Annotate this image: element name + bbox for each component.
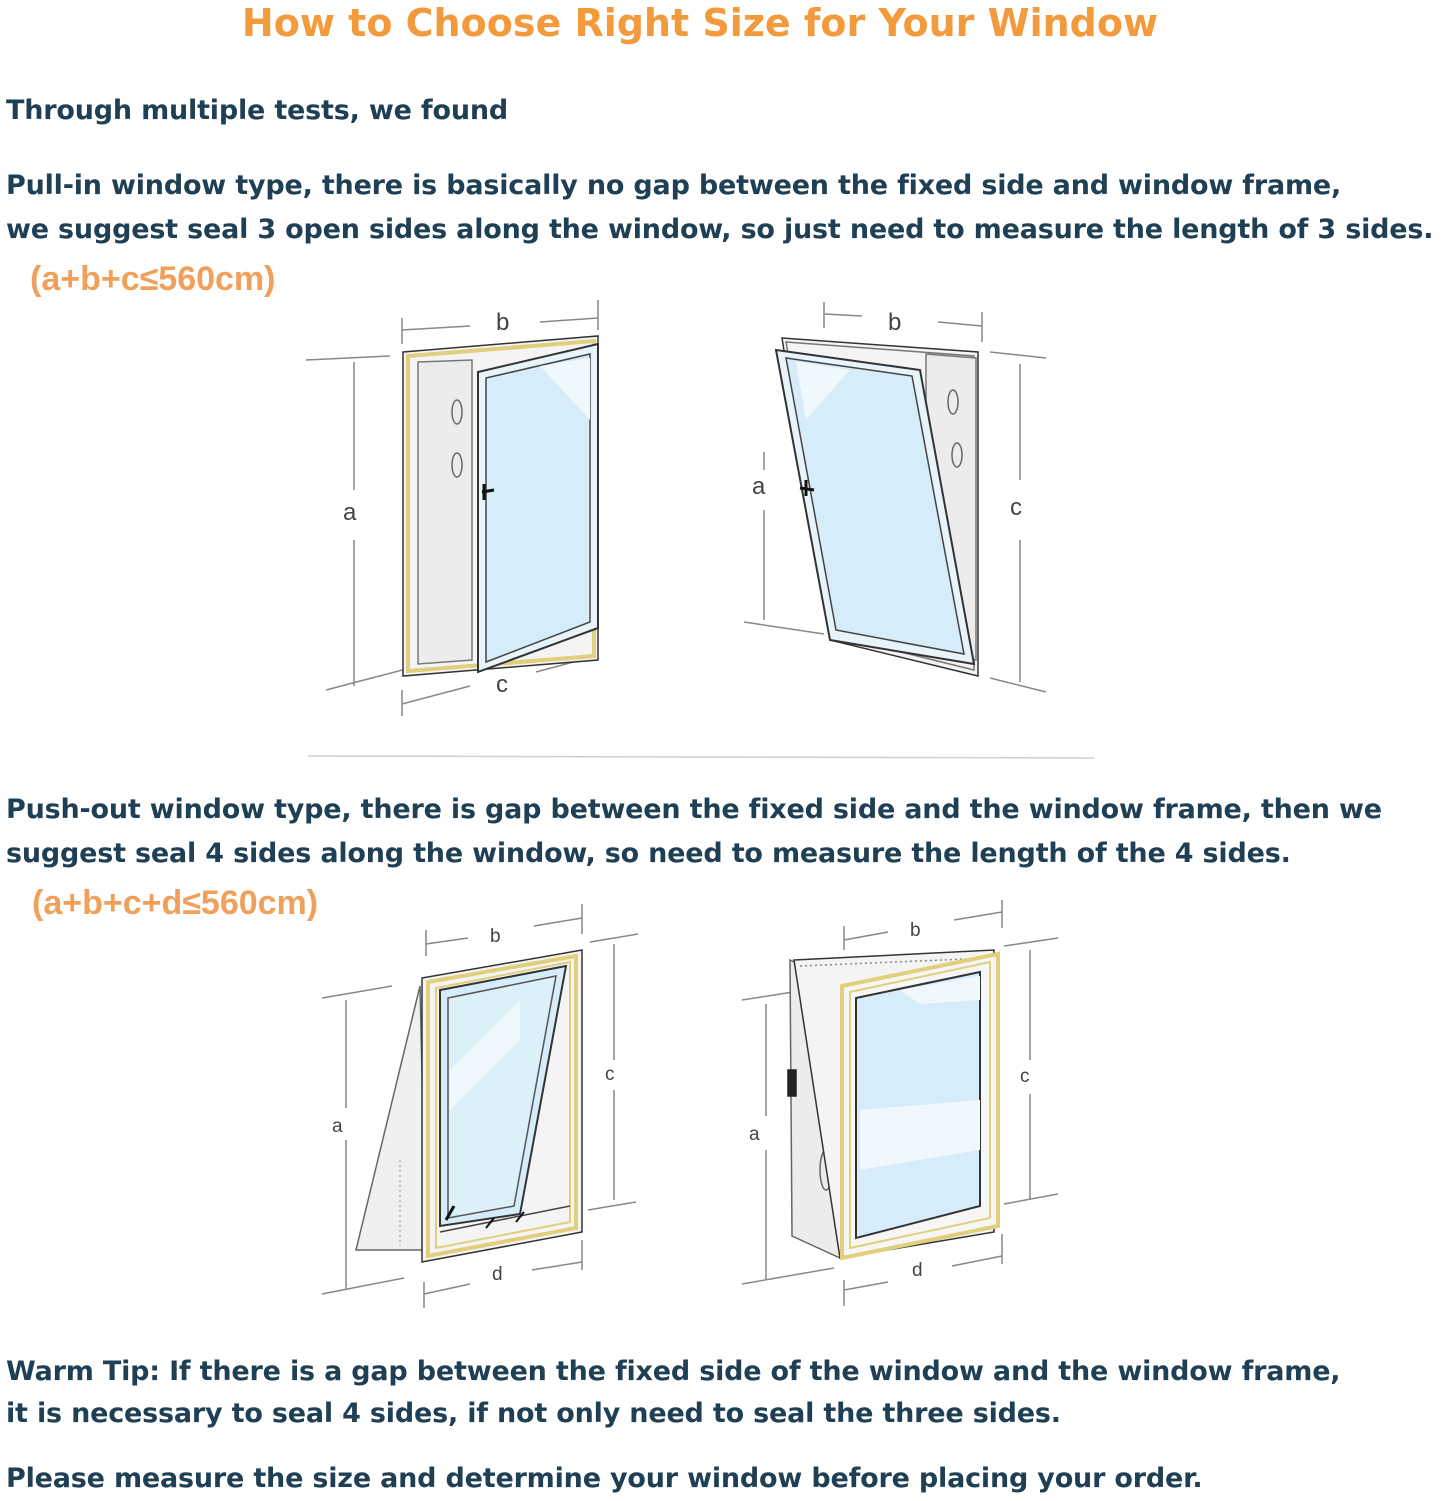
push-out-window-diagram-right [742,900,1058,1306]
push-out-line-2: suggest seal 4 sides along the window, so need to measure the length of the 4 sides. [6,838,1291,869]
push-out-line-1: Push-out window type, there is gap between the fixed side and the window frame, then we [6,794,1382,825]
push-out-left-label-b: b [490,926,501,947]
pull-in-right-label-b: b [888,309,902,336]
pull-in-formula: (a+b+c≤560cm) [30,260,276,298]
pull-in-window-diagram-right [744,302,1046,692]
section-divider [308,756,1094,758]
push-out-right-label-d: d [912,1260,923,1281]
push-out-right-label-b: b [910,920,921,941]
push-out-right-label-a: a [749,1124,760,1145]
pull-in-right-label-a: a [752,473,766,500]
pull-in-right-label-c: c [1010,494,1022,521]
push-out-formula: (a+b+c+d≤560cm) [32,884,319,922]
pull-in-line-2: we suggest seal 3 open sides along the window, so just need to measure the length of 3 sides. [6,214,1434,245]
warm-tip-line-2: it is necessary to seal 4 sides, if not only need to seal the three sides. [6,1398,1061,1429]
intro-text: Through multiple tests, we found [6,95,508,126]
push-out-window-diagram-left [322,904,638,1308]
pull-in-left-label-b: b [496,309,510,336]
warm-tip-line-1: Warm Tip: If there is a gap between the fixed side of the window and the window frame, [6,1356,1341,1387]
pull-in-left-label-c: c [496,671,508,698]
pull-in-window-diagram-left [306,300,598,716]
page-title: How to Choose Right Size for Your Window [241,1,1159,45]
pull-in-line-1: Pull-in window type, there is basically no gap between the fixed side and window frame, [6,170,1342,201]
push-out-left-label-a: a [332,1116,343,1137]
closing-text: Please measure the size and determine your window before placing your order. [6,1463,1203,1494]
push-out-left-label-c: c [605,1064,615,1085]
push-out-left-label-d: d [492,1264,503,1285]
push-out-right-label-c: c [1020,1066,1030,1087]
pull-in-left-label-a: a [343,499,357,526]
